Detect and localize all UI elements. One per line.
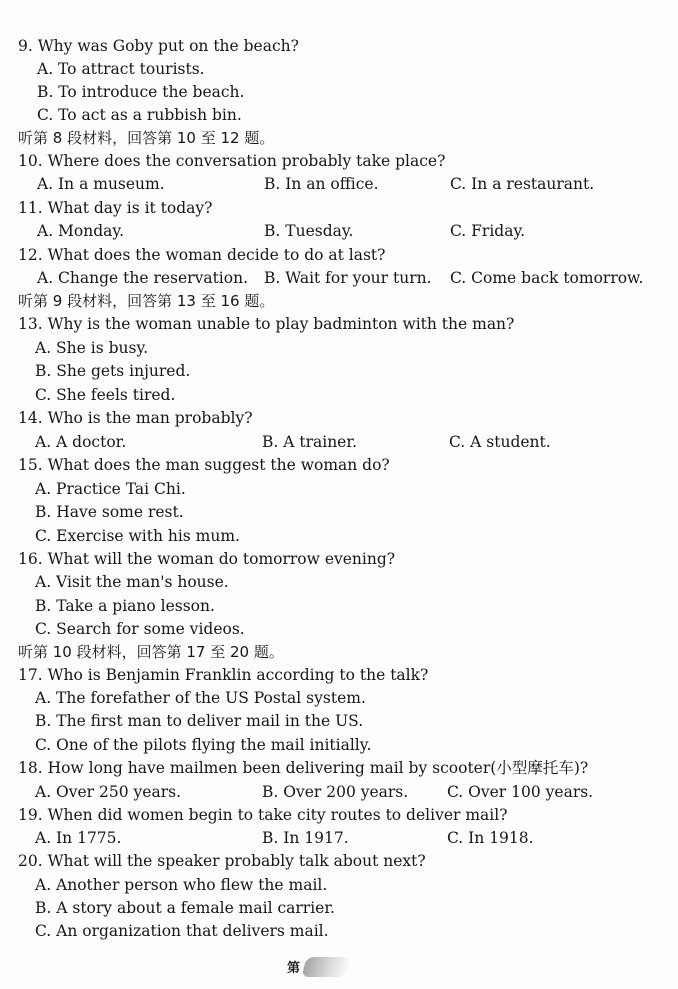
page-footer-label: 第 — [287, 961, 301, 976]
q17-option-a: A. The forefather of the US Postal system. — [35, 689, 366, 707]
q12-option-a: A. Change the reservation. — [37, 269, 248, 287]
section-10-instruction: 听第 10 段材料，回答第 17 至 20 题。 — [18, 643, 284, 661]
q19-option-b: B. In 1917. — [262, 829, 349, 847]
q19-option-a: A. In 1775. — [35, 829, 122, 847]
q15-option-b: B. Have some rest. — [35, 503, 184, 521]
q10-option-a: A. In a museum. — [37, 175, 165, 193]
q17-option-b: B. The first man to deliver mail in the US. — [35, 712, 364, 730]
question-12: 12. What does the woman decide to do at last? — [18, 246, 386, 264]
question-16: 16. What will the woman do tomorrow evening? — [18, 550, 396, 568]
q15-option-a: A. Practice Tai Chi. — [35, 480, 186, 498]
question-15: 15. What does the man suggest the woman do? — [18, 456, 390, 474]
question-18: 18. How long have mailmen been delivering mail by scooter(小型摩托车)? — [18, 759, 589, 777]
q16-option-b: B. Take a piano lesson. — [35, 597, 215, 615]
q18-option-a: A. Over 250 years. — [35, 783, 181, 801]
q20-option-a: A. Another person who flew the mail. — [35, 876, 328, 894]
q11-option-c: C. Friday. — [450, 222, 526, 240]
q14-option-a: A. A doctor. — [35, 433, 127, 451]
q20-option-b: B. A story about a female mail carrier. — [35, 899, 335, 917]
q14-option-b: B. A trainer. — [262, 433, 357, 451]
q13-option-b: B. She gets injured. — [35, 362, 191, 380]
q10-option-c: C. In a restaurant. — [450, 175, 595, 193]
question-9: 9. Why was Goby put on the beach? — [18, 37, 299, 55]
q9-option-c: C. To act as a rubbish bin. — [37, 106, 242, 124]
q11-option-a: A. Monday. — [37, 222, 125, 240]
q9-option-a: A. To attract tourists. — [37, 60, 205, 78]
q18-option-c: C. Over 100 years. — [447, 783, 594, 801]
q19-option-c: C. In 1918. — [447, 829, 534, 847]
section-9-instruction: 听第 9 段材料，回答第 13 至 16 题。 — [18, 292, 275, 310]
q12-option-c: C. Come back tomorrow. — [450, 269, 644, 287]
q17-option-c: C. One of the pilots flying the mail initially. — [35, 736, 372, 754]
q12-option-b: B. Wait for your turn. — [264, 269, 432, 287]
q18-option-b: B. Over 200 years. — [262, 783, 409, 801]
section-8-instruction: 听第 8 段材料，回答第 10 至 12 题。 — [18, 129, 275, 147]
question-19: 19. When did women begin to take city routes to deliver mail? — [18, 806, 508, 824]
question-14: 14. Who is the man probably? — [18, 409, 253, 427]
q20-option-c: C. An organization that delivers mail. — [35, 922, 329, 940]
q9-option-b: B. To introduce the beach. — [37, 83, 245, 101]
q11-option-b: B. Tuesday. — [264, 222, 354, 240]
q13-option-c: C. She feels tired. — [35, 386, 176, 404]
question-17: 17. Who is Benjamin Franklin according to the talk? — [18, 666, 429, 684]
question-13: 13. Why is the woman unable to play badminton with the man? — [18, 315, 515, 333]
page-number-smudge — [301, 957, 352, 977]
q15-option-c: C. Exercise with his mum. — [35, 527, 240, 545]
q16-option-c: C. Search for some videos. — [35, 620, 245, 638]
q10-option-b: B. In an office. — [264, 175, 379, 193]
question-11: 11. What day is it today? — [18, 199, 213, 217]
question-10: 10. Where does the conversation probably take place? — [18, 152, 446, 170]
question-20: 20. What will the speaker probably talk about next? — [18, 852, 426, 870]
q14-option-c: C. A student. — [449, 433, 551, 451]
q16-option-a: A. Visit the man's house. — [35, 573, 229, 591]
q13-option-a: A. She is busy. — [35, 339, 149, 357]
